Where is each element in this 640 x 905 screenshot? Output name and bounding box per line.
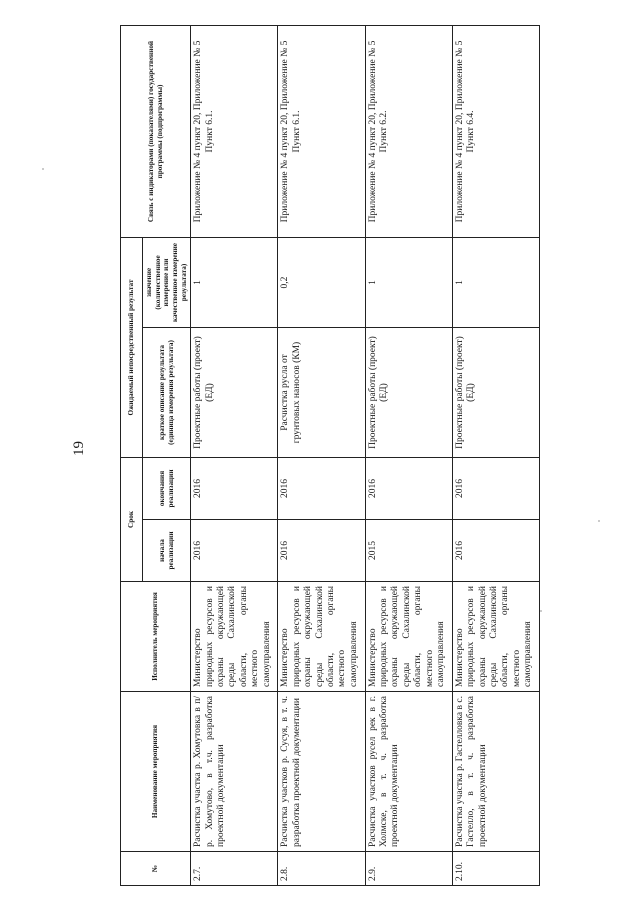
- row-link: Приложение № 4 пункт 20, Приложение № 5 Пункт 6.1.: [191, 26, 278, 238]
- rotated-table-frame: [120, 26, 540, 886]
- row-name: Расчистка участков р. Сусуя, в т. ч. разработка проектной документации: [278, 692, 365, 852]
- row-start: 2015: [365, 520, 452, 582]
- row-desc: Проектные работы (проект) (ЕД): [191, 328, 278, 458]
- measures-table: [120, 25, 540, 886]
- row-end: 2016: [452, 458, 539, 520]
- row-name: Расчистка участка р. Гастелловка в с. Гастелло, в т. ч. разработка проектной документации: [452, 692, 539, 852]
- row-link: Приложение № 4 пункт 20, Приложение № 5 Пункт 6.4.: [452, 26, 539, 238]
- header-executor: Исполнитель мероприятия: [121, 582, 191, 692]
- row-num: 2.9.: [365, 852, 452, 886]
- row-executor: Министерство природных ресурсов и охраны окружающей среды Сахалинской области, органы местного самоуправления: [452, 582, 539, 692]
- header-result-desc: краткое описание результата (единица измерения результата): [143, 328, 191, 458]
- row-desc: Расчистка русла от грунтовых наносов (КМ): [278, 328, 365, 458]
- row-name: Расчистка участка р. Хомутовка в п/р. Хомутово, в т.ч. разработка проектной документации: [191, 692, 278, 852]
- header-term-end: окончания реализации: [143, 458, 191, 520]
- row-start: 2016: [452, 520, 539, 582]
- header-num: №: [121, 852, 191, 886]
- row-end: 2016: [365, 458, 452, 520]
- row-value: 1: [365, 238, 452, 328]
- row-desc: Проектные работы (проект) (ЕД): [365, 328, 452, 458]
- scan-speck: [42, 168, 44, 170]
- header-term: Срок: [121, 458, 143, 582]
- row-start: 2016: [191, 520, 278, 582]
- scan-speck: [540, 610, 542, 612]
- row-value: 0,2: [278, 238, 365, 328]
- row-link: Приложение № 4 пункт 20, Приложение № 5 Пункт 6.1.: [278, 26, 365, 238]
- header-result-value: значение (количественное измерение или качественное измерение результата): [143, 238, 191, 328]
- table-row: [452, 26, 539, 886]
- header-result: Ожидаемый непосредственный результат: [121, 238, 143, 458]
- table-row: [365, 26, 452, 886]
- table-row: [278, 26, 365, 886]
- row-executor: Министерство природных ресурсов и охраны окружающей среды Сахалинской области, органы местного самоуправления: [278, 582, 365, 692]
- row-link: Приложение № 4 пункт 20, Приложение № 5 Пункт 6.2.: [365, 26, 452, 238]
- page-number: 19: [71, 441, 87, 456]
- row-executor: Министерство природных ресурсов и охраны окружающей среды Сахалинской области, органы местного самоуправления: [191, 582, 278, 692]
- row-name: Расчистка участков русел рек в г. Холмске, в т. ч. разработка проектной документации: [365, 692, 452, 852]
- row-end: 2016: [191, 458, 278, 520]
- row-desc: Проектные работы (проект) (ЕД): [452, 328, 539, 458]
- row-executor: Министерство природных ресурсов и охраны окружающей среды Сахалинской области, органы местного самоуправления: [365, 582, 452, 692]
- row-end: 2016: [278, 458, 365, 520]
- row-start: 2016: [278, 520, 365, 582]
- row-value: 1: [191, 238, 278, 328]
- row-num: 2.7.: [191, 852, 278, 886]
- header-name: Наименование мероприятия: [121, 692, 191, 852]
- row-value: 1: [452, 238, 539, 328]
- table-row: [191, 26, 278, 886]
- scan-speck: [598, 520, 600, 522]
- row-num: 2.8.: [278, 852, 365, 886]
- header-term-start: начала реализации: [143, 520, 191, 582]
- header-link: Связь с индикаторами (показателями) государственной программы (подпрограммы): [121, 26, 191, 238]
- row-num: 2.10.: [452, 852, 539, 886]
